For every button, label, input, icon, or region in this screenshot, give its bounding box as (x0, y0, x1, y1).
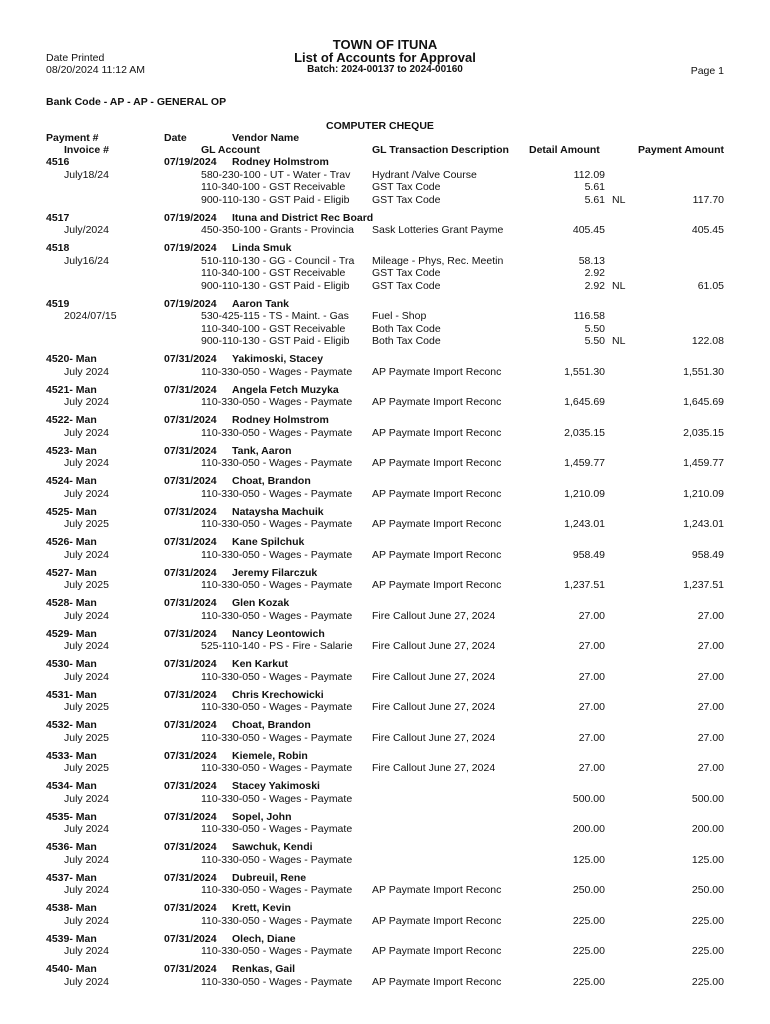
gl-description: AP Paymate Import Reconc (372, 945, 502, 957)
invoice-number: July 2025 (64, 701, 109, 713)
gl-description: AP Paymate Import Reconc (372, 914, 502, 927)
payment-number: 4527- Man (46, 566, 97, 579)
col-gl-account: GL Account (201, 144, 260, 156)
vendor-name: Chris Krechowicki (232, 688, 324, 701)
invoice-number: July 2025 (64, 518, 109, 530)
payment-date: 07/31/2024 (164, 688, 217, 701)
payment-number: 4516 (46, 156, 70, 168)
detail-amount: 5.50 (584, 322, 605, 335)
payment-amount: 125.00 (691, 853, 724, 866)
detail-flag: NL (612, 279, 626, 292)
detail-amount: 27.00 (578, 701, 605, 713)
col-date: Date (164, 132, 187, 144)
gl-account: 110-330-050 - Wages - Paymate (201, 914, 353, 927)
payment-date: 07/31/2024 (164, 871, 217, 884)
detail-amount: 125.00 (572, 853, 605, 866)
report-title: List of Accounts for Approval (294, 50, 476, 65)
payment-date: 07/31/2024 (164, 597, 217, 609)
detail-amount: 1,459.77 (564, 457, 605, 469)
detail-amount: 27.00 (578, 640, 605, 652)
payment-amount: 122.08 (691, 335, 724, 347)
vendor-name: Renkas, Gail (232, 963, 296, 975)
vendor-name: Glen Kozak (232, 597, 290, 609)
date-printed-label: Date Printed (46, 52, 105, 64)
invoice-number: July 2024 (64, 609, 109, 622)
payment-number: 4533- Man (46, 749, 97, 762)
gl-account: 110-330-050 - Wages - Paymate (201, 853, 353, 866)
vendor-name: Jeremy Filarczuk (232, 566, 318, 579)
vendor-name: Choat, Brandon (232, 475, 311, 487)
col-payment-amount: Payment Amount (638, 144, 724, 156)
payment-date: 07/31/2024 (164, 658, 217, 670)
gl-description: Fire Callout June 27, 2024 (372, 609, 496, 622)
payment-amount: 958.49 (691, 548, 724, 561)
payment-date: 07/31/2024 (164, 841, 217, 853)
gl-description: Mileage - Phys, Rec. Meetin (372, 254, 504, 267)
date-printed-value: 08/20/2024 11:12 AM (46, 64, 146, 76)
payment-number: 4539- Man (46, 932, 97, 945)
payment-amount: 1,210.09 (683, 487, 724, 500)
detail-amount: 2.92 (584, 267, 605, 279)
gl-account: 110-330-050 - Wages - Paymate (201, 731, 353, 744)
col-invoice: Invoice # (64, 144, 109, 156)
detail-amount: 5.61 (584, 193, 605, 206)
detail-flag: NL (612, 193, 626, 206)
vendor-name: Aaron Tank (232, 297, 289, 310)
gl-description: AP Paymate Import Reconc (372, 426, 502, 439)
gl-account: 110-330-050 - Wages - Paymate (201, 548, 353, 561)
gl-account: 110-340-100 - GST Receivable (201, 181, 346, 193)
payment-date: 07/31/2024 (164, 505, 217, 518)
payment-date: 07/31/2024 (164, 749, 217, 762)
payment-amount: 500.00 (691, 792, 724, 805)
vendor-name: Rodney Holmstrom (232, 414, 329, 426)
gl-description: GST Tax Code (372, 181, 441, 193)
invoice-number: 2024/07/15 (64, 310, 117, 322)
payment-number: 4519 (46, 297, 70, 310)
vendor-name: Sawchuk, Kendi (232, 841, 313, 853)
detail-amount: 1,210.09 (564, 487, 605, 500)
gl-description: GST Tax Code (372, 279, 441, 292)
payment-amount: 405.45 (691, 224, 724, 236)
payment-amount: 27.00 (697, 701, 724, 713)
gl-description: AP Paymate Import Reconc (372, 396, 502, 408)
gl-description: Hydrant /Valve Course (372, 168, 477, 181)
payment-number: 4526- Man (46, 536, 97, 548)
payment-date: 07/31/2024 (164, 780, 217, 792)
invoice-number: July 2025 (64, 762, 109, 774)
payment-amount: 27.00 (697, 609, 724, 622)
invoice-number: July 2025 (64, 579, 109, 591)
gl-description: Both Tax Code (372, 322, 441, 335)
vendor-name: Krett, Kevin (232, 902, 291, 914)
org-name: TOWN OF ITUNA (332, 37, 438, 52)
vendor-name: Ken Karkut (232, 658, 289, 670)
detail-amount: 225.00 (572, 945, 605, 957)
gl-account: 110-340-100 - GST Receivable (201, 267, 346, 279)
invoice-number: July 2024 (64, 487, 109, 500)
vendor-name: Nancy Leontowich (232, 627, 325, 640)
payment-number: 4534- Man (46, 780, 97, 792)
payment-amount: 27.00 (697, 762, 724, 774)
payment-date: 07/31/2024 (164, 383, 217, 396)
detail-amount: 500.00 (572, 792, 605, 805)
vendor-name: Stacey Yakimoski (232, 780, 320, 792)
invoice-number: July 2024 (64, 365, 109, 378)
gl-description: Fire Callout June 27, 2024 (372, 762, 496, 774)
gl-account: 110-330-050 - Wages - Paymate (201, 426, 353, 439)
payment-number: 4537- Man (46, 871, 97, 884)
detail-amount: 5.61 (584, 181, 605, 193)
payment-amount: 1,243.01 (683, 518, 724, 530)
detail-amount: 200.00 (572, 823, 605, 835)
payment-amount: 27.00 (697, 731, 724, 744)
payment-date: 07/31/2024 (164, 963, 217, 975)
payment-date: 07/31/2024 (164, 566, 217, 579)
payment-date: 07/31/2024 (164, 902, 217, 914)
gl-account: 110-330-050 - Wages - Paymate (201, 701, 353, 713)
gl-account: 900-110-130 - GST Paid - Eligib (201, 279, 350, 292)
detail-amount: 27.00 (578, 762, 605, 774)
gl-account: 110-330-050 - Wages - Paymate (201, 457, 353, 469)
invoice-number: July 2024 (64, 396, 109, 408)
vendor-name: Kane Spilchuk (232, 536, 305, 548)
gl-description: AP Paymate Import Reconc (372, 365, 502, 378)
payment-number: 4532- Man (46, 719, 97, 731)
invoice-number: July 2024 (64, 884, 109, 896)
vendor-name: Nataysha Machuik (232, 505, 324, 518)
detail-amount: 2.92 (584, 279, 605, 292)
vendor-name: Yakimoski, Stacey (232, 353, 324, 365)
payment-number: 4528- Man (46, 597, 97, 609)
gl-description: Fire Callout June 27, 2024 (372, 701, 496, 713)
col-payment: Payment # (46, 132, 99, 144)
vendor-name: Dubreuil, Rene (232, 871, 307, 884)
gl-account: 580-230-100 - UT - Water - Trav (201, 168, 351, 181)
gl-description: Both Tax Code (372, 335, 441, 347)
gl-description: GST Tax Code (372, 193, 441, 206)
detail-amount: 225.00 (572, 914, 605, 927)
invoice-number: July 2024 (64, 457, 109, 469)
gl-account: 510-110-130 - GG - Council - Tra (201, 254, 355, 267)
payment-amount: 1,645.69 (683, 396, 724, 408)
gl-description: Fire Callout June 27, 2024 (372, 731, 496, 744)
invoice-number: July 2024 (64, 975, 109, 988)
bank-code: Bank Code - AP - AP - GENERAL OP (46, 96, 227, 108)
gl-account: 110-330-050 - Wages - Paymate (201, 823, 353, 835)
invoice-number: July 2024 (64, 823, 109, 835)
gl-account: 110-330-050 - Wages - Paymate (201, 792, 353, 805)
payment-amount: 27.00 (697, 640, 724, 652)
payment-amount: 225.00 (691, 975, 724, 988)
gl-description: Fire Callout June 27, 2024 (372, 670, 496, 683)
invoice-number: July 2024 (64, 640, 109, 652)
gl-description: AP Paymate Import Reconc (372, 487, 502, 500)
payment-number: 4529- Man (46, 627, 97, 640)
payment-number: 4540- Man (46, 963, 97, 975)
gl-account: 110-330-050 - Wages - Paymate (201, 670, 353, 683)
invoice-number: July 2024 (64, 792, 109, 805)
detail-amount: 1,645.69 (564, 396, 605, 408)
gl-account: 110-340-100 - GST Receivable (201, 322, 346, 335)
gl-description: AP Paymate Import Reconc (372, 579, 502, 591)
payment-number: 4538- Man (46, 902, 97, 914)
payment-amount: 1,459.77 (683, 457, 724, 469)
invoice-number: July/2024 (64, 224, 109, 236)
detail-amount: 1,551.30 (564, 365, 605, 378)
detail-amount: 112.09 (573, 168, 605, 181)
gl-account: 110-330-050 - Wages - Paymate (201, 884, 353, 896)
payment-amount: 27.00 (697, 670, 724, 683)
gl-account: 110-330-050 - Wages - Paymate (201, 762, 353, 774)
payment-number: 4535- Man (46, 810, 97, 823)
batch-range: Batch: 2024-00137 to 2024-00160 (307, 64, 463, 75)
gl-account: 110-330-050 - Wages - Paymate (201, 365, 353, 378)
vendor-name: Sopel, John (232, 810, 292, 823)
gl-account: 110-330-050 - Wages - Paymate (201, 579, 353, 591)
gl-account: 900-110-130 - GST Paid - Eligib (201, 335, 350, 347)
payment-amount: 1,237.51 (683, 579, 724, 591)
gl-description: Sask Lotteries Grant Payme (372, 224, 504, 236)
payment-number: 4530- Man (46, 658, 97, 670)
payment-amount: 2,035.15 (683, 426, 724, 439)
payment-number: 4517 (46, 211, 70, 224)
payment-number: 4521- Man (46, 383, 97, 396)
payment-date: 07/19/2024 (164, 297, 217, 310)
detail-amount: 58.13 (578, 254, 605, 267)
invoice-number: July 2024 (64, 853, 109, 866)
vendor-name: Linda Smuk (232, 242, 292, 254)
vendor-name: Rodney Holmstrom (232, 156, 329, 168)
payment-number: 4525- Man (46, 505, 97, 518)
detail-amount: 27.00 (578, 609, 605, 622)
gl-account: 110-330-050 - Wages - Paymate (201, 487, 353, 500)
gl-description: Fuel - Shop (372, 310, 427, 322)
invoice-number: July 2025 (64, 731, 109, 744)
payment-number: 4536- Man (46, 841, 97, 853)
payment-date: 07/31/2024 (164, 719, 217, 731)
invoice-number: July18/24 (64, 168, 109, 181)
gl-description: AP Paymate Import Reconc (372, 884, 502, 896)
vendor-name: Choat, Brandon (232, 719, 311, 731)
vendor-name: Ituna and District Rec Board (232, 211, 374, 224)
payment-amount: 225.00 (691, 914, 724, 927)
detail-amount: 27.00 (578, 731, 605, 744)
gl-account: 110-330-050 - Wages - Paymate (201, 609, 353, 622)
vendor-name: Angela Fetch Muzyka (232, 383, 339, 396)
gl-account: 110-330-050 - Wages - Paymate (201, 975, 353, 988)
payment-amount: 61.05 (697, 279, 724, 292)
payment-amount: 1,551.30 (683, 365, 724, 378)
invoice-number: July 2024 (64, 670, 109, 683)
col-vendor: Vendor Name (232, 132, 300, 144)
vendor-name: Kiemele, Robin (232, 749, 308, 762)
gl-account: 110-330-050 - Wages - Paymate (201, 396, 353, 408)
payment-date: 07/31/2024 (164, 475, 217, 487)
payment-date: 07/31/2024 (164, 627, 217, 640)
invoice-number: July 2024 (64, 945, 109, 957)
detail-amount: 405.45 (572, 224, 605, 236)
payment-date: 07/31/2024 (164, 536, 217, 548)
vendor-name: Tank, Aaron (232, 444, 292, 457)
col-gl-description: GL Transaction Description (372, 144, 509, 156)
payment-date: 07/19/2024 (164, 242, 217, 254)
gl-description: AP Paymate Import Reconc (372, 548, 502, 561)
invoice-number: July 2024 (64, 914, 109, 927)
gl-account: 525-110-140 - PS - Fire - Salarie (201, 640, 353, 652)
vendor-name: Olech, Diane (232, 932, 296, 945)
payment-number: 4524- Man (46, 475, 97, 487)
gl-account: 110-330-050 - Wages - Paymate (201, 945, 353, 957)
invoice-number: July 2024 (64, 426, 109, 439)
invoice-number: July16/24 (64, 254, 109, 267)
detail-amount: 250.00 (572, 884, 605, 896)
payment-number: 4522- Man (46, 414, 97, 426)
gl-description: AP Paymate Import Reconc (372, 975, 502, 988)
detail-flag: NL (612, 335, 626, 347)
detail-amount: 2,035.15 (564, 426, 605, 439)
invoice-number: July 2024 (64, 548, 109, 561)
payment-number: 4518 (46, 242, 70, 254)
payment-date: 07/31/2024 (164, 353, 217, 365)
col-detail-amount: Detail Amount (529, 144, 600, 156)
payment-amount: 250.00 (691, 884, 724, 896)
detail-amount: 116.58 (573, 310, 605, 322)
payment-date: 07/19/2024 (164, 156, 217, 168)
payment-date: 07/31/2024 (164, 444, 217, 457)
payment-number: 4523- Man (46, 444, 97, 457)
detail-amount: 958.49 (572, 548, 605, 561)
page-number: Page 1 (690, 65, 724, 77)
detail-amount: 5.50 (584, 335, 605, 347)
gl-account: 530-425-115 - TS - Maint. - Gas (201, 310, 349, 322)
detail-amount: 1,237.51 (564, 579, 605, 591)
payment-amount: 200.00 (691, 823, 724, 835)
payment-number: 4531- Man (46, 688, 97, 701)
detail-amount: 27.00 (578, 670, 605, 683)
payment-date: 07/31/2024 (164, 810, 217, 823)
payment-amount: 225.00 (691, 945, 724, 957)
payment-date: 07/31/2024 (164, 414, 217, 426)
payment-date: 07/19/2024 (164, 211, 217, 224)
gl-description: AP Paymate Import Reconc (372, 457, 502, 469)
gl-description: GST Tax Code (372, 267, 441, 279)
payment-date: 07/31/2024 (164, 932, 217, 945)
section-title: COMPUTER CHEQUE (326, 120, 434, 132)
payment-number: 4520- Man (46, 353, 97, 365)
gl-description: AP Paymate Import Reconc (372, 518, 502, 530)
gl-description: Fire Callout June 27, 2024 (372, 640, 496, 652)
detail-amount: 1,243.01 (564, 518, 605, 530)
gl-account: 450-350-100 - Grants - Provincia (201, 224, 354, 236)
gl-account: 110-330-050 - Wages - Paymate (201, 518, 353, 530)
detail-amount: 225.00 (572, 975, 605, 988)
gl-account: 900-110-130 - GST Paid - Eligib (201, 193, 350, 206)
payment-amount: 117.70 (692, 193, 724, 206)
